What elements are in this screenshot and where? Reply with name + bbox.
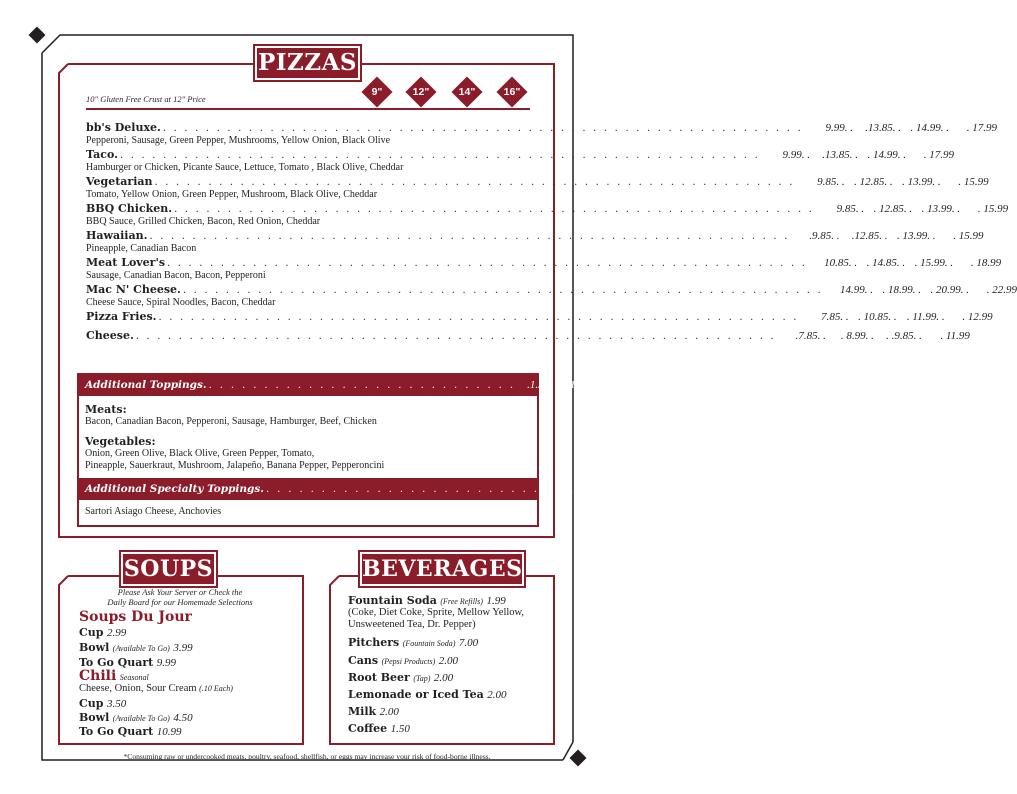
specialty-toppings-prices xyxy=(552,483,712,495)
pizza-description: Pepperoni, Sausage, Green Pepper, Mushrooms, Yellow Onion, Black Olive xyxy=(86,135,391,146)
leader-dots: . . . . . . . . . . . . . . . . . . . . . . . . . . . . . . . . . . . . . . . . . . . . . . . . . . . . . . . . . . . . xyxy=(162,123,803,134)
price: . 15.99 xyxy=(977,203,1009,215)
price: . .2.50. . xyxy=(636,483,673,495)
pizza-item xyxy=(86,256,1002,281)
bev-lemonade: Lemonade or Iced Tea 2.00 xyxy=(348,688,507,701)
chili-bowl: Bowl (Available To Go) 4.50 xyxy=(79,711,193,724)
meats-heading: Meats: xyxy=(85,403,127,416)
pizza-prices xyxy=(801,311,993,323)
price: . 15.99. . xyxy=(914,257,954,269)
pizza-name: Vegetarian xyxy=(86,175,153,188)
specialty-text: Sartori Asiago Cheese, Anchovies xyxy=(85,506,222,517)
specialty-toppings-bar xyxy=(77,478,713,500)
pizza-description: Hamburger or Chicken, Picante Sauce, Lettuce, Tomato , Black Olive, Cheddar xyxy=(86,162,404,173)
price: . 20.99. . xyxy=(930,284,969,296)
price: .7.85. . xyxy=(795,330,826,342)
pizza-prices xyxy=(797,176,989,188)
additional-toppings-prices xyxy=(517,379,677,391)
pizza-prices xyxy=(825,284,1017,296)
beverages-title: BEVERAGES xyxy=(360,552,524,586)
price: . .3.00 xyxy=(684,483,713,495)
soups-note xyxy=(80,587,280,607)
price: .13.85. . xyxy=(865,122,901,134)
pizza-prices xyxy=(762,149,954,161)
pizza-description: Cheese Sauce, Spiral Noodles, Bacon, Cheddar xyxy=(86,297,276,308)
pizza-description: BBQ Sauce, Grilled Chicken, Bacon, Red Onion, Cheddar xyxy=(86,216,321,227)
leader-dots: . . . . . . . . . . . . . . . . . . . . . . . . . . . . xyxy=(208,379,516,391)
price: . 14.99. . xyxy=(867,149,907,161)
price: 9.85. . xyxy=(836,203,865,215)
additional-toppings-label: Additional Toppings. xyxy=(85,379,207,391)
price: . 17.99 xyxy=(966,122,997,134)
leader-dots: . . . . . . . . . . . . . . . . . . . . . . . . . . . . . . . . . . . . . . . . . . . . . . . . . . . . . . . . . . . . xyxy=(167,258,808,269)
pizza-name: Meat Lover's xyxy=(86,256,166,269)
pizzas-title: PIZZAS xyxy=(255,46,360,80)
price: . 11.99. . xyxy=(906,311,945,323)
price: . 17.99 xyxy=(923,149,955,161)
price: 9.85. . xyxy=(817,176,845,188)
pizza-name: Cheese. xyxy=(86,329,134,342)
pizza-name: bb's Deluxe. xyxy=(86,121,161,134)
pizza-name: Mac N' Cheese. xyxy=(86,283,181,296)
leader-dots: . . . . . . . . . . . . . . . . . . . . . . . . . . . . . . . . . . . . . . . . . . . . . . . . . . . . . . . . . . . . xyxy=(158,312,799,323)
vegetables-line1: Onion, Green Olive, Black Olive, Green Pepper, Tomato, xyxy=(85,448,315,459)
leader-dots: . . . . . . . . . . . . . . . . . . . . . . . . . . . . . . . . . . . . . . . . . . . . . . . . . . . . . . . . . . . . xyxy=(135,331,776,342)
soup-cup: Cup 2.99 xyxy=(79,626,127,639)
pizza-prices xyxy=(792,230,984,242)
price: . 12.85. . xyxy=(854,176,893,188)
chili-extras: Cheese, Onion, Sour Cream (.10 Each) xyxy=(79,683,233,694)
bev-coffee: Coffee 1.50 xyxy=(348,722,410,735)
pizza-item xyxy=(86,175,989,200)
price: . 18.99. . xyxy=(882,284,921,296)
pizza-item xyxy=(86,310,993,325)
price: . 13.99. . xyxy=(921,203,961,215)
bev-fountain: Fountain Soda (Free Refills) 1.99 xyxy=(348,594,506,607)
price: .9.85. . xyxy=(809,230,840,242)
pizza-item xyxy=(86,283,1017,308)
additional-toppings-bar xyxy=(77,374,678,396)
price: . 12.85. . xyxy=(873,203,913,215)
price: .1.50. . xyxy=(527,379,558,391)
price: . 11.99 xyxy=(940,330,970,342)
price: . .1.90. . xyxy=(601,379,638,391)
price: . 22.99 xyxy=(986,284,1017,296)
pizza-item xyxy=(86,229,984,254)
specialty-toppings-label: Additional Specialty Toppings. xyxy=(85,483,264,495)
leader-dots: . . . . . . . . . . . . . . . . . . . . . . . . . . . . . . . . . . . . . . . . . . . . . . . . . . . . . . . . . . . . xyxy=(149,231,790,242)
pizza-list xyxy=(86,121,1017,348)
price: . 8.99. . xyxy=(840,330,874,342)
price: . 14.85. . xyxy=(866,257,906,269)
price: 14.99. . xyxy=(839,284,873,296)
bev-fountain-line2: (Coke, Diet Coke, Sprite, Mellow Yellow, xyxy=(348,607,525,618)
soup-bowl: Bowl (Available To Go) 3.99 xyxy=(79,641,193,654)
leader-dots: . . . . . . . . . . . . . . . . . . . . . . . . . . xyxy=(265,483,551,495)
pizza-prices xyxy=(816,203,1008,215)
bev-root-beer: Root Beer (Tap) 2.00 xyxy=(348,671,454,684)
soups-note-line1: Please Ask Your Server or Check the xyxy=(117,587,243,597)
soups-title: SOUPS xyxy=(121,552,216,586)
leader-dots: . . . . . . . . . . . . . . . . . . . . . . . . . . . . . . . . . . . . . . . . . . . . . . . . . . . . . . . . . . . . xyxy=(174,204,815,215)
pizza-name: Pizza Fries. xyxy=(86,310,157,323)
bev-cans: Cans (Pepsi Products) 2.00 xyxy=(348,654,459,667)
meats-text: Bacon, Canadian Bacon, Pepperoni, Sausage, Hamburger, Beef, Chicken xyxy=(85,416,377,427)
pizza-item xyxy=(86,329,970,344)
price: . 15.99 xyxy=(958,176,989,188)
size-12-tag: 12" xyxy=(406,77,436,107)
soup-quart: To Go Quart 9.99 xyxy=(79,656,176,669)
pizza-header-rule xyxy=(86,108,530,110)
soups-note-line2: Daily Board for our Homemade Selections xyxy=(107,597,253,607)
bev-milk: Milk 2.00 xyxy=(348,705,399,718)
pizza-item xyxy=(86,121,997,146)
price: . 18.99 xyxy=(970,257,1002,269)
vegetables-heading: Vegetables: xyxy=(85,435,156,448)
price: 9.99. . xyxy=(782,149,811,161)
price: . 13.99. . xyxy=(897,230,936,242)
pizza-prices xyxy=(778,330,970,342)
pizza-item xyxy=(86,202,1009,227)
leader-dots: . . . . . . . . . . . . . . . . . . . . . . . . . . . . . . . . . . . . . . . . . . . . . . . . . . . . . . . . . . . . xyxy=(119,150,761,161)
pizza-name: Hawaiian. xyxy=(86,229,148,242)
chili-quart: To Go Quart 10.99 xyxy=(79,725,182,738)
price: . 10.85. . xyxy=(858,311,897,323)
price: 9.99. . xyxy=(825,122,853,134)
price: 7.85. . xyxy=(821,311,849,323)
pizza-prices xyxy=(805,122,997,134)
price: 1.75. . xyxy=(564,483,593,495)
price: . 15.99 xyxy=(953,230,984,242)
price: .13.85. . xyxy=(822,149,859,161)
gluten-free-note: 10" Gluten Free Crust at 12" Price xyxy=(86,94,206,104)
chili-cup: Cup 3.50 xyxy=(79,697,127,710)
leader-dots: . . . . . . . . . . . . . . . . . . . . . . . . . . . . . . . . . . . . . . . . . . . . . . . . . . . . . . . . . . . . xyxy=(182,285,823,296)
size-16-tag: 16" xyxy=(497,77,527,107)
bev-pitchers: Pitchers (Fountain Soda) 7.00 xyxy=(348,636,479,649)
price: . 2.00. . xyxy=(599,483,633,495)
price: . 12.99 xyxy=(962,311,993,323)
vegetables-line2: Pineapple, Sauerkraut, Mushroom, Jalapeño, Banana Pepper, Pepperoncini xyxy=(85,460,385,471)
pizza-prices xyxy=(809,257,1001,269)
chili-heading: Chili Seasonal xyxy=(79,668,149,684)
price: . 2.00 xyxy=(652,379,678,391)
pizza-item xyxy=(86,148,955,173)
price: .12.85. . xyxy=(851,230,888,242)
bev-fountain-line3: Unsweetened Tea, Dr. Pepper) xyxy=(348,619,476,630)
pizza-description: Tomato, Yellow Onion, Green Pepper, Mushroom, Black Olive, Cheddar xyxy=(86,189,378,200)
pizza-name: Taco. xyxy=(86,148,118,161)
soups-du-jour-heading: Soups Du Jour xyxy=(79,609,192,625)
leader-dots: . . . . . . . . . . . . . . . . . . . . . . . . . . . . . . . . . . . . . . . . . . . . . . . . . . . . . . . . . . . . xyxy=(154,177,795,188)
pizza-description: Pineapple, Canadian Bacon xyxy=(86,243,197,254)
size-14-tag: 14" xyxy=(452,77,482,107)
price: . 1.80. . xyxy=(564,379,598,391)
size-9-tag: 9" xyxy=(362,77,392,107)
health-disclaimer: *Consuming raw or undercooked meats, poultry, seafood, shellfish, or eggs may increase your risk of food-borne illness. xyxy=(123,752,491,761)
price: . 14.99. . xyxy=(910,122,949,134)
pizza-description: Sausage, Canadian Bacon, Bacon, Pepperoni xyxy=(86,270,266,281)
price: . 13.99. . xyxy=(902,176,941,188)
price: 10.85. . xyxy=(824,257,858,269)
price: . .9.85. . xyxy=(886,330,922,342)
pizza-name: BBQ Chicken. xyxy=(86,202,173,215)
